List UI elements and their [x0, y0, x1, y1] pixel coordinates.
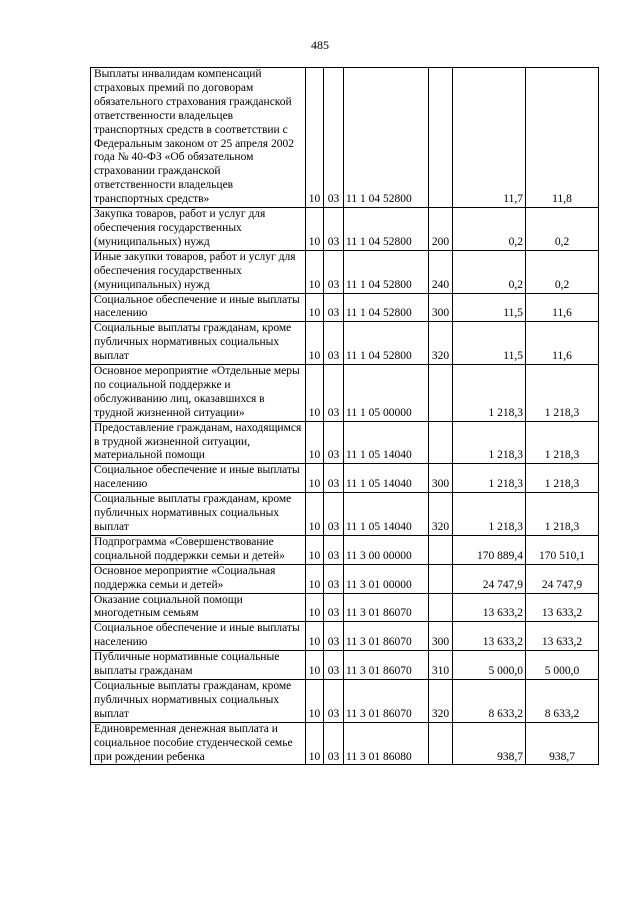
section-code-cell: 10	[306, 493, 324, 536]
expense-type-code-cell: 300	[429, 622, 453, 651]
amount-year2-cell: 24 747,9	[526, 564, 599, 593]
row-name-cell: Единовременная денежная выплата и социальное пособие студенческой семье при рождении ребенка	[91, 722, 306, 765]
amount-year1-cell: 1 218,3	[453, 493, 526, 536]
table-body	[91, 68, 599, 765]
amount-year2-cell: 0,2	[526, 208, 599, 251]
row-name-cell: Подпрограмма «Совершенствование социальной поддержки семьи и детей»	[91, 535, 306, 564]
amount-year2-cell: 1 218,3	[526, 365, 599, 422]
expense-type-code-cell	[429, 535, 453, 564]
amount-year1-cell: 1 218,3	[453, 464, 526, 493]
amount-year1-cell: 13 633,2	[453, 622, 526, 651]
row-name-cell: Социальное обеспечение и иные выплаты населению	[91, 464, 306, 493]
section-code-cell: 10	[306, 250, 324, 293]
target-item-code-cell: 11 3 01 86080	[344, 722, 429, 765]
table-row	[91, 593, 599, 622]
table-row	[91, 421, 599, 464]
target-item-code-cell: 11 1 05 14040	[344, 464, 429, 493]
amount-year2-cell: 11,6	[526, 293, 599, 322]
subsection-code-cell: 03	[324, 68, 344, 208]
row-name-cell: Публичные нормативные социальные выплаты гражданам	[91, 651, 306, 680]
subsection-code-cell: 03	[324, 535, 344, 564]
table-row	[91, 493, 599, 536]
row-name-cell: Социальные выплаты гражданам, кроме публичных нормативных социальных выплат	[91, 493, 306, 536]
amount-year1-cell: 938,7	[453, 722, 526, 765]
subsection-code-cell: 03	[324, 421, 344, 464]
expense-type-code-cell: 300	[429, 293, 453, 322]
target-item-code-cell: 11 1 04 52800	[344, 322, 429, 365]
row-name-cell: Закупка товаров, работ и услуг для обеспечения государственных (муниципальных) нужд	[91, 208, 306, 251]
amount-year2-cell: 1 218,3	[526, 421, 599, 464]
subsection-code-cell: 03	[324, 293, 344, 322]
amount-year1-cell: 8 633,2	[453, 679, 526, 722]
amount-year1-cell: 13 633,2	[453, 593, 526, 622]
expense-type-code-cell	[429, 593, 453, 622]
table-row	[91, 679, 599, 722]
expense-type-code-cell	[429, 421, 453, 464]
expense-type-code-cell: 320	[429, 322, 453, 365]
target-item-code-cell: 11 3 01 86070	[344, 679, 429, 722]
amount-year2-cell: 13 633,2	[526, 622, 599, 651]
amount-year2-cell: 0,2	[526, 250, 599, 293]
row-name-cell: Иные закупки товаров, работ и услуг для обеспечения государственных (муниципальных) нужд	[91, 250, 306, 293]
amount-year1-cell: 11,5	[453, 322, 526, 365]
page-number: 485	[311, 38, 329, 52]
section-code-cell: 10	[306, 365, 324, 422]
row-name-cell: Предоставление гражданам, находящимся в трудной жизненной ситуации, материальной помощи	[91, 421, 306, 464]
target-item-code-cell: 11 1 04 52800	[344, 68, 429, 208]
amount-year2-cell: 170 510,1	[526, 535, 599, 564]
subsection-code-cell: 03	[324, 622, 344, 651]
section-code-cell: 10	[306, 651, 324, 680]
section-code-cell: 10	[306, 464, 324, 493]
row-name-cell: Выплаты инвалидам компенсаций страховых премий по договорам обязательного страхования гражданской ответственности владельцев транспортных средств в соответствии с Федеральным законом от 25 апреля 2002 года № 40-ФЗ «Об обязательном страховании гражданской ответственности владельцев транспортных средств»	[91, 68, 306, 208]
section-code-cell: 10	[306, 421, 324, 464]
target-item-code-cell: 11 3 01 86070	[344, 651, 429, 680]
expense-type-code-cell: 300	[429, 464, 453, 493]
row-name-cell: Оказание социальной помощи многодетным семьям	[91, 593, 306, 622]
target-item-code-cell: 11 3 01 00000	[344, 564, 429, 593]
table-row	[91, 322, 599, 365]
expense-type-code-cell	[429, 68, 453, 208]
row-name-cell: Социальные выплаты гражданам, кроме публичных нормативных социальных выплат	[91, 322, 306, 365]
target-item-code-cell: 11 1 04 52800	[344, 293, 429, 322]
table-row	[91, 564, 599, 593]
amount-year1-cell: 1 218,3	[453, 421, 526, 464]
subsection-code-cell: 03	[324, 250, 344, 293]
row-name-cell: Основное мероприятие «Отдельные меры по социальной поддержке и обслуживанию лиц, оказавшихся в трудной жизненной ситуации»	[91, 365, 306, 422]
target-item-code-cell: 11 1 05 14040	[344, 421, 429, 464]
expense-type-code-cell: 200	[429, 208, 453, 251]
amount-year2-cell: 1 218,3	[526, 493, 599, 536]
section-code-cell: 10	[306, 722, 324, 765]
subsection-code-cell: 03	[324, 493, 344, 536]
amount-year1-cell: 0,2	[453, 208, 526, 251]
section-code-cell: 10	[306, 679, 324, 722]
expense-type-code-cell	[429, 722, 453, 765]
amount-year2-cell: 938,7	[526, 722, 599, 765]
section-code-cell: 10	[306, 293, 324, 322]
target-item-code-cell: 11 3 01 86070	[344, 593, 429, 622]
amount-year1-cell: 0,2	[453, 250, 526, 293]
amount-year1-cell: 170 889,4	[453, 535, 526, 564]
table-row	[91, 68, 599, 208]
row-name-cell: Социальное обеспечение и иные выплаты населению	[91, 293, 306, 322]
subsection-code-cell: 03	[324, 651, 344, 680]
section-code-cell: 10	[306, 68, 324, 208]
row-name-cell: Социальные выплаты гражданам, кроме публичных нормативных социальных выплат	[91, 679, 306, 722]
amount-year2-cell: 1 218,3	[526, 464, 599, 493]
amount-year2-cell: 11,8	[526, 68, 599, 208]
subsection-code-cell: 03	[324, 208, 344, 251]
expense-type-code-cell	[429, 564, 453, 593]
expense-type-code-cell	[429, 365, 453, 422]
target-item-code-cell: 11 1 05 14040	[344, 493, 429, 536]
subsection-code-cell: 03	[324, 365, 344, 422]
table-row	[91, 250, 599, 293]
expense-type-code-cell: 320	[429, 493, 453, 536]
expense-type-code-cell: 320	[429, 679, 453, 722]
amount-year1-cell: 24 747,9	[453, 564, 526, 593]
amount-year1-cell: 11,7	[453, 68, 526, 208]
subsection-code-cell: 03	[324, 593, 344, 622]
table-row	[91, 464, 599, 493]
amount-year1-cell: 11,5	[453, 293, 526, 322]
amount-year1-cell: 1 218,3	[453, 365, 526, 422]
target-item-code-cell: 11 3 00 00000	[344, 535, 429, 564]
subsection-code-cell: 03	[324, 464, 344, 493]
table-row	[91, 722, 599, 765]
subsection-code-cell: 03	[324, 564, 344, 593]
table-row	[91, 651, 599, 680]
subsection-code-cell: 03	[324, 722, 344, 765]
section-code-cell: 10	[306, 322, 324, 365]
section-code-cell: 10	[306, 564, 324, 593]
section-code-cell: 10	[306, 535, 324, 564]
target-item-code-cell: 11 3 01 86070	[344, 622, 429, 651]
table-row	[91, 365, 599, 422]
section-code-cell: 10	[306, 622, 324, 651]
expense-type-code-cell: 240	[429, 250, 453, 293]
target-item-code-cell: 11 1 04 52800	[344, 250, 429, 293]
amount-year1-cell: 5 000,0	[453, 651, 526, 680]
subsection-code-cell: 03	[324, 322, 344, 365]
amount-year2-cell: 13 633,2	[526, 593, 599, 622]
table-row	[91, 622, 599, 651]
amount-year2-cell: 11,6	[526, 322, 599, 365]
budget-table	[90, 67, 599, 765]
expense-type-code-cell: 310	[429, 651, 453, 680]
target-item-code-cell: 11 1 04 52800	[344, 208, 429, 251]
section-code-cell: 10	[306, 593, 324, 622]
target-item-code-cell: 11 1 05 00000	[344, 365, 429, 422]
amount-year2-cell: 5 000,0	[526, 651, 599, 680]
table-row	[91, 293, 599, 322]
table-row	[91, 208, 599, 251]
table-row	[91, 535, 599, 564]
row-name-cell: Основное мероприятие «Социальная поддержка семьи и детей»	[91, 564, 306, 593]
section-code-cell: 10	[306, 208, 324, 251]
subsection-code-cell: 03	[324, 679, 344, 722]
row-name-cell: Социальное обеспечение и иные выплаты населению	[91, 622, 306, 651]
amount-year2-cell: 8 633,2	[526, 679, 599, 722]
